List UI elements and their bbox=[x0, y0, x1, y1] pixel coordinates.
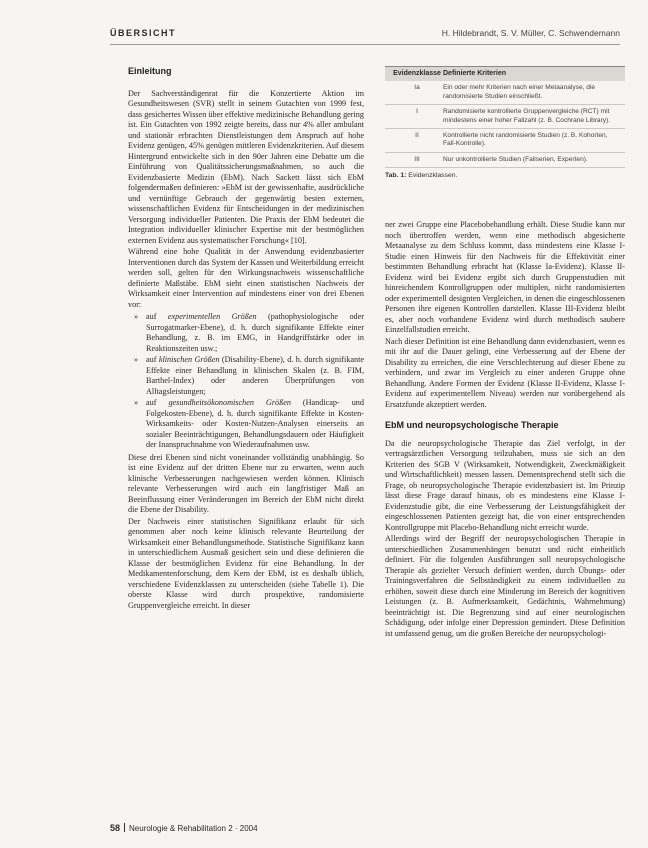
paragraph: Allerdings wird der Begriff der neuropsychologischen Therapie in unterschiedlichen Zusammenhängen benutzt und nicht einheitlich definiert. Für die folgenden Ausführungen soll neuropsychologische Therapie als gezielter Versuch definiert werden, durch Übungs- oder Trainingsverfahren die Selbständigkeit zu einem individuellen zu erhöhen, soweit diese durch eine Minderung im Bereich der kognitiven Leistungen (z. B. Aufmerksamkeit, Gedächtnis, Wahrnehmung) beeinträchtigt ist. Die Begrenzung sind auf einer neurologischen Schädigung, oder infolge einer Depression gemindert. Diese Definition ist umfassend genug, um die großen Bereiche der neuropsychologi- bbox=[385, 534, 625, 638]
table-row bbox=[385, 153, 625, 168]
paragraph: Diese drei Ebenen sind nicht voneinander vollständig unabhängig. So ist eine Evidenz auf der dritten Ebene nur zu erwarten, wenn auch klinische Verbesserungen nachgewiesen werden können. Klinisch relevante Verbesserungen wird auch ein langfristiger Maß an Beeinflussung einer Veränderungen im Bereich der EbM nicht direkt die Ebene der Disability. bbox=[128, 452, 364, 514]
paragraph: Nach dieser Definition ist eine Behandlung dann evidenzbasiert, wenn es mit ihr auf die Dauer gelingt, eine Verbesserung auf der Ebene der Disability zu erreichen, die eine Verschlechterung auf dieser Ebene zu verhindern, und zwar im Vergleich zu einer anderen Gruppe ohne Behandlung. Andere Formen der Evidenz (Klasse II-Evidenz, Klasse I-Evidenz auf experimentellem Niveau) werden nur vorübergehend als Ersatzfunde akzeptiert werden. bbox=[385, 336, 625, 409]
table-row bbox=[385, 81, 625, 105]
paragraph: Da die neuropsychologische Therapie das Ziel verfolgt, in der vertragsärztlichen Versorgung teilzuhaben, muss sie sich an den Kriterien des SGB V (Wirksamkeit, Notwendigkeit, Zweckmäßigkeit und Wirtschaftlichkeit) messen lassen. Dementsprechend stellt sich die Frage, ob neuropsychologische Therapie evidenzbasiert ist. Im Prinzip lässt diese Frage darauf hinaus, ob es mindestens eine Klasse I-Evidenzstudie gibt, die eine Verbesserung der Leistungsfähigkeit der eingeschlossenen Patienten gezeigt hat, die von einer entsprechenden Kontrollgruppe mit Placebo-Behandlung nicht erreicht wurde. bbox=[385, 438, 625, 532]
evidence-levels-list bbox=[128, 312, 364, 451]
table-row bbox=[385, 129, 625, 153]
paragraph: Während eine hohe Qualität in der Anwendung evidenzbasierter Interventionen durch das System der Kassen und Weiterbildung erreicht werden soll, gelten für den Wirkungsnachweis wissenschaftliche definierte Maßstäbe. EbM sieht einen statistischen Nachweis der Wirksamkeit einer Intervention auf mindestens einer von drei Ebenen vor: bbox=[128, 247, 364, 309]
table-cell: I bbox=[416, 108, 418, 116]
caption-text: Evidenzklassen. bbox=[406, 172, 458, 180]
list-item: » auf experimentellen Größen (pathophysiologische oder Surrogatmarker-Ebene), d. h. durch signifikante Effekte einer Behandlung, z. B. im EMG, in Handgriffstärke oder in Reaktionszeiten usw.; bbox=[134, 312, 364, 353]
footer-divider bbox=[124, 823, 125, 832]
header-divider bbox=[110, 44, 620, 45]
running-header bbox=[110, 28, 620, 42]
column-header-class: Evidenzklasse bbox=[393, 70, 441, 77]
table-header bbox=[385, 66, 625, 81]
caption-label: Tab. 1: bbox=[385, 172, 407, 180]
section-heading-ebm-therapy: EbM und neuropsychologische Therapie bbox=[385, 420, 559, 430]
column-header-criteria: Definierte Kriterien bbox=[443, 70, 507, 77]
list-item-text: (Handicap- und Folgekosten-Ebene), d. h. durch signifikante Effekte in Kosten-Wirksamkeits- oder Kosten-Nutzen-Analysen einerseits an sozialer Beeinträchtigungen, Behandlungsdauern oder Häufigkeit der Inanspruchnahme von Wiederaufnahmen usw. bbox=[146, 398, 364, 449]
paragraph: Der Nachweis einer statistischen Signifikanz erlaubt für sich genommen aber noch keine klinisch relevante Beurteilung der Wirksamkeit einer Behandlungsmethode. Statistische Signifikanz kann in unterschiedlichem Ausmaß gesichert sein und diese definieren die Klasse der bestmöglichen Evidenz für eine Behandlung. In der Medikamentenforschung, dem Kern der EbM, ist es deshalb üblich, verschiedene Evidenzklassen zu unterscheiden (siehe Tabelle 1). Die oberste Klasse wird durch prospektive, randomisierte Gruppenvergleiche erreicht. In dieser bbox=[128, 516, 364, 610]
journal-name: Neurologie & Rehabilitation 2 · 2004 bbox=[129, 824, 258, 833]
emphasis: klinischen Größen bbox=[158, 355, 220, 364]
evidence-class-table bbox=[385, 66, 625, 181]
list-item: » auf gesundheitsökonomischen Größen (Handicap- und Folgekosten-Ebene), d. h. durch signifikante Effekte in Kosten-Wirksamkeits- oder Kosten-Nutzen-Analysen einerseits an sozialer Beeinträchtigungen, Behandlungsdauern oder Häufigkeit der Inanspruchnahme von Wiederaufnahmen usw. bbox=[134, 398, 364, 449]
author-line: H. Hildebrandt, S. V. Müller, C. Schwendemann bbox=[441, 28, 620, 38]
list-item-text: (Disability-Ebene), d. h. durch signifikante Effekte einer Behandlung in klinischen Skalen (z. B. FIM, Barthel-Index) oder anderen Überprüfungen von Alltagsleistungen; bbox=[146, 355, 364, 396]
table-cell: Kontrollierte nicht randomisierte Studien (z. B. Kohorten, Fall-Kontrolle). bbox=[443, 132, 608, 148]
section-heading-introduction: Einleitung bbox=[128, 66, 172, 76]
list-item: » auf klinischen Größen (Disability-Ebene), d. h. durch signifikante Effekte einer Behandlung in klinischen Skalen (z. B. FIM, Barthel-Index) oder anderen Überprüfungen von Alltagsleistungen; bbox=[134, 355, 364, 396]
paragraph: ner zwei Gruppe eine Placebobehandlung erhält. Diese Studie kann nur noch übertroffen werden, wenn eine methodisch abgesicherte Metaanalyse zu dem Schluss kommt, dass mindestens eine Klasse I-Studie einen Hinweis für den Nachweis für die Effektivität einer bestimmten Behandlung erbracht hat (Klasse Ia-Evidenz). Klasse II-Evidenz wird bei Evidenz ergibt sich durch Gruppenstudien mit hinreichendem Kontrollgruppen oder multiplen, nicht randomisierten oder experimentell designten Vergleichen, in denen die eingeschlossenen Personen ihre eigenen Kontrollen darstellen. Klasse III-Evidenz bleibt es, aber noch vorhandene Evidenz wird durch methodisch saubere Einzelfallstudien erreicht. bbox=[385, 220, 625, 334]
bullet-icon: » bbox=[134, 355, 139, 364]
emphasis: gesundheitsökonomischen Größen bbox=[168, 398, 291, 407]
table-cell: II bbox=[415, 132, 419, 140]
table-cell: Ein oder mehr Kriterien nach einer Metaanalyse, die randomisierte Studien einschließt. bbox=[443, 84, 596, 100]
list-item-text: (pathophysiologische oder Surrogatmarker-Ebene), d. h. durch signifikante Effekte einer Behandlung, z. B. im EMG, in Handgriffstärke oder in Reaktionszeiten usw.; bbox=[146, 312, 364, 353]
table-row bbox=[385, 105, 625, 129]
page-number: 58 bbox=[110, 823, 121, 833]
table-cell: Randomisierte kontrollierte Gruppenvergleiche (RCT) mit mindestens einer hoher Fallzahl (z. B. Cochrane Library). bbox=[443, 108, 611, 124]
table-cell: Nur unkontrollierte Studien (Fallserien, Experten). bbox=[443, 155, 588, 163]
table-cell: Ia bbox=[414, 84, 420, 92]
table-caption bbox=[385, 172, 625, 180]
emphasis: experimentellen Größen bbox=[167, 312, 257, 321]
bullet-icon: » bbox=[134, 312, 139, 321]
bullet-icon: » bbox=[134, 398, 139, 407]
section-label: ÜBERSICHT bbox=[110, 28, 177, 38]
right-column bbox=[385, 220, 625, 640]
paragraph: Der Sachverständigenrat für die Konzertierte Aktion im Gesundheitswesen (SVR) stellt in seinem Gutachten von 1999 fest, dass gesichertes Wissen über effektive medizinische Behandlung gering ist. Ein Gutachten von 1992 zeigte bereits, dass nur 4% aller ambulant und stationär erbrachten Dienstleistungen dem Anspruch auf hohe Evidenz genügen, 45% genügen mittleren Evidenzkriterien. Auf diesem Hintergrund entwickelte sich in den 90er Jahren eine Debatte um die Einführung von Qualitätssicherungsmaßnahmen, so auch die Evidenzbasierte Medizin (EbM). Nach Sackett lässt sich EbM folgendermaßen definieren: »EbM ist der gewissenhafte, ausdrückliche und vernünftige Gebrauch der gegenwärtig besten externen, wissenschaftlichen Evidenz für Entscheidungen in der medizinischen Versorgung individueller Patienten. Die Praxis der EbM bedeutet die Integration individueller klinischer Expertise mit der bestmöglichen externen Evidenz aus systematischer Forschung« [10]. bbox=[128, 88, 364, 245]
left-column bbox=[128, 66, 364, 612]
table-cell: III bbox=[414, 155, 420, 163]
page-footer bbox=[110, 823, 258, 833]
